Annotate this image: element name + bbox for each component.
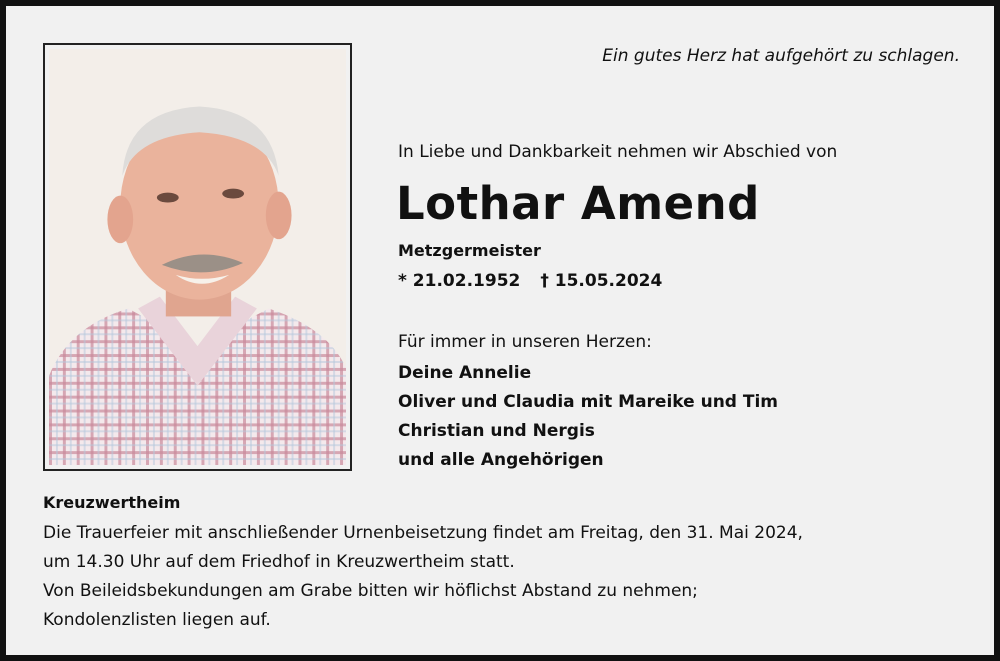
mourner-line: und alle Angehörigen	[398, 450, 604, 470]
intro-text: In Liebe und Dankbarkeit nehmen wir Abschied von	[398, 142, 838, 162]
mourner-line: Oliver und Claudia mit Mareike und Tim	[398, 392, 779, 412]
portrait-illustration	[49, 49, 346, 465]
profession: Metzgermeister	[398, 241, 541, 260]
details-line: Kondolenzlisten liegen auf.	[43, 610, 271, 630]
portrait-photo	[49, 49, 346, 465]
life-dates	[398, 271, 662, 291]
forever-text: Für immer in unseren Herzen:	[398, 332, 652, 352]
deceased-name: Lothar Amend	[396, 177, 760, 230]
ceremony-details	[43, 519, 803, 635]
details-line: um 14.30 Uhr auf dem Friedhof in Kreuzwertheim statt.	[43, 552, 515, 572]
details-line: Von Beileidsbekundungen am Grabe bitten wir höflichst Abstand zu nehmen;	[43, 581, 698, 601]
motto: Ein gutes Herz hat aufgehört zu schlagen.	[602, 46, 960, 66]
death-date: † 15.05.2024	[540, 271, 663, 291]
birth-date: * 21.02.1952	[398, 271, 521, 291]
place-name: Kreuzwertheim	[43, 493, 181, 512]
portrait-frame	[43, 43, 352, 471]
details-line: Die Trauerfeier mit anschließender Urnenbeisetzung findet am Freitag, den 31. Mai 2024,	[43, 523, 803, 543]
mourner-line: Christian und Nergis	[398, 421, 595, 441]
mourners-list	[398, 359, 778, 475]
mourner-line: Deine Annelie	[398, 363, 532, 383]
